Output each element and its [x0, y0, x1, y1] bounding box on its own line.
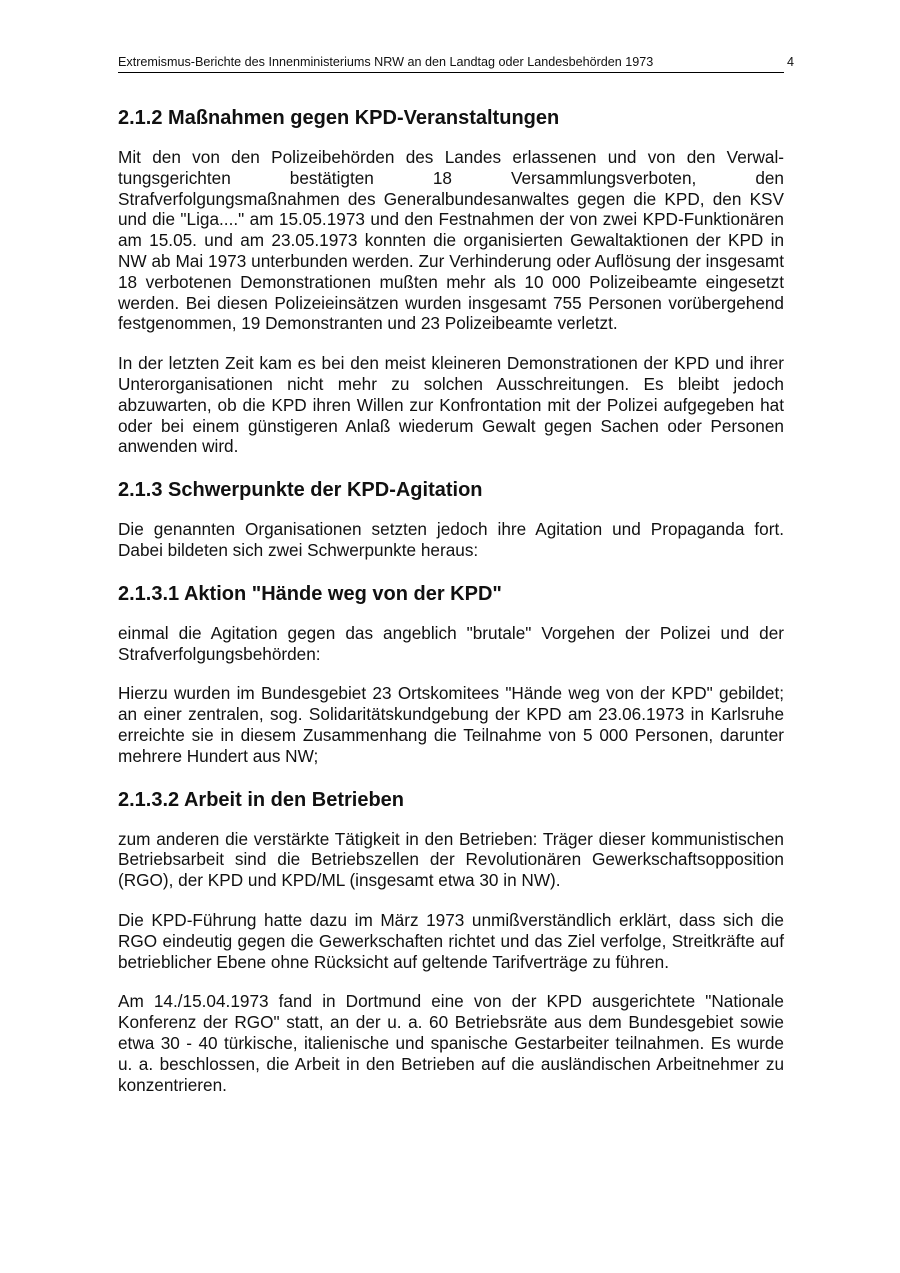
running-header: [118, 52, 794, 73]
paragraph: Mit den von den Polizeibehörden des Landes erlassenen und von den Verwaltungsgerichten bestätigten 18 Versammlungsverboten, den Strafverfolgungsmaßnahmen des Generalbundesanwaltes gegen die KPD, den KSV und die "Liga...." am 15.05.1973 und den Festnahmen der von zwei KPD-Funktionären am 15.05. und am 23.05.1973 konnten die organisierten Gewaltaktionen der KPD in NW ab Mai 1973 unterbunden werden. Zur Verhinderung oder Auflösung der insgesamt 18 verbotenen Demonstrationen mußten mehr als 10 000 Polizeibeamte eingesetzt werden. Bei diesen Polizeieinsätzen wurden insgesamt 755 Personen vorübergehend festgenommen, 19 Demonstranten und 23 Polizeibeamte verletzt.: [118, 147, 784, 334]
paragraph: einmal die Agitation gegen das angeblich "brutale" Vorgehen der Polizei und der Strafverfolgungsbehörden:: [118, 622, 784, 664]
paragraph: Die KPD-Führung hatte dazu im März 1973 unmißverständlich erklärt, dass sich die RGO eindeutig gegen die Gewerkschaften richtet und das Ziel verfolge, Streitkräfte auf betrieblicher Ebene ohne Rücksicht auf geltende Tarifverträge zu führen.: [118, 909, 784, 972]
header-title: Extremismus-Berichte des Innenministeriums NRW an den Landtag oder Landesbehörden 1973: [118, 55, 654, 69]
page-number: 4: [786, 55, 794, 69]
section-heading-2-1-3: 2.1.3 Schwerpunkte der KPD-Agitation: [118, 479, 483, 502]
paragraph: Am 14./15.04.1973 fand in Dortmund eine von der KPD ausgerichtete "Nationale Konferenz der RGO" statt, an der u. a. 60 Betriebsräte aus dem Bundesgebiet sowie etwa 30 - 40 türkische, italienische und spanische Gestarbeiter teilnahmen. Es wurde u. a. beschlossen, die Arbeit in den Betrieben auf die ausländischen Arbeitnehmer zu konzentrieren.: [118, 991, 784, 1095]
document-body: [118, 104, 784, 1095]
paragraph: In der letzten Zeit kam es bei den meist kleineren Demonstrationen der KPD und ihrer Unterorganisationen nicht mehr zu solchen Ausschreitungen. Es bleibt jedoch abzuwarten, ob die KPD ihren Willen zur Konfrontation mit der Polizei aufgegeben hat oder bei einem günstigeren Anlaß wiederum Gewalt gegen Sachen oder Personen anwenden wird.: [118, 353, 784, 457]
paragraph: Die genannten Organisationen setzten jedoch ihre Agitation und Propaganda fort. Dabei bildeten sich zwei Schwerpunkte heraus:: [118, 519, 784, 560]
paragraph: zum anderen die verstärkte Tätigkeit in den Betrieben: Träger dieser kommunistischen Betriebsarbeit sind die Betriebszellen der Revolutionären Gewerkschaftsopposition (RGO), der KPD und KPD/ML (insgesamt etwa 30 in NW).: [118, 828, 784, 891]
paragraph: Hierzu wurden im Bundesgebiet 23 Ortskomitees "Hände weg von der KPD" gebildet; an einer zentralen, sog. Solidaritätskundgebung der KPD am 23.06.1973 in Karlsruhe erreichte sie in diesem Zusammenhang die Teilnahme von 5 000 Personen, darunter mehrere Hundert aus NW;: [118, 683, 784, 766]
section-heading-2-1-2: 2.1.2 Maßnahmen gegen KPD-Veranstaltungen: [118, 107, 560, 129]
section-heading-2-1-3-1: 2.1.3.1 Aktion "Hände weg von der KPD": [118, 582, 502, 605]
section-heading-2-1-3-2: 2.1.3.2 Arbeit in den Betrieben: [118, 788, 405, 811]
